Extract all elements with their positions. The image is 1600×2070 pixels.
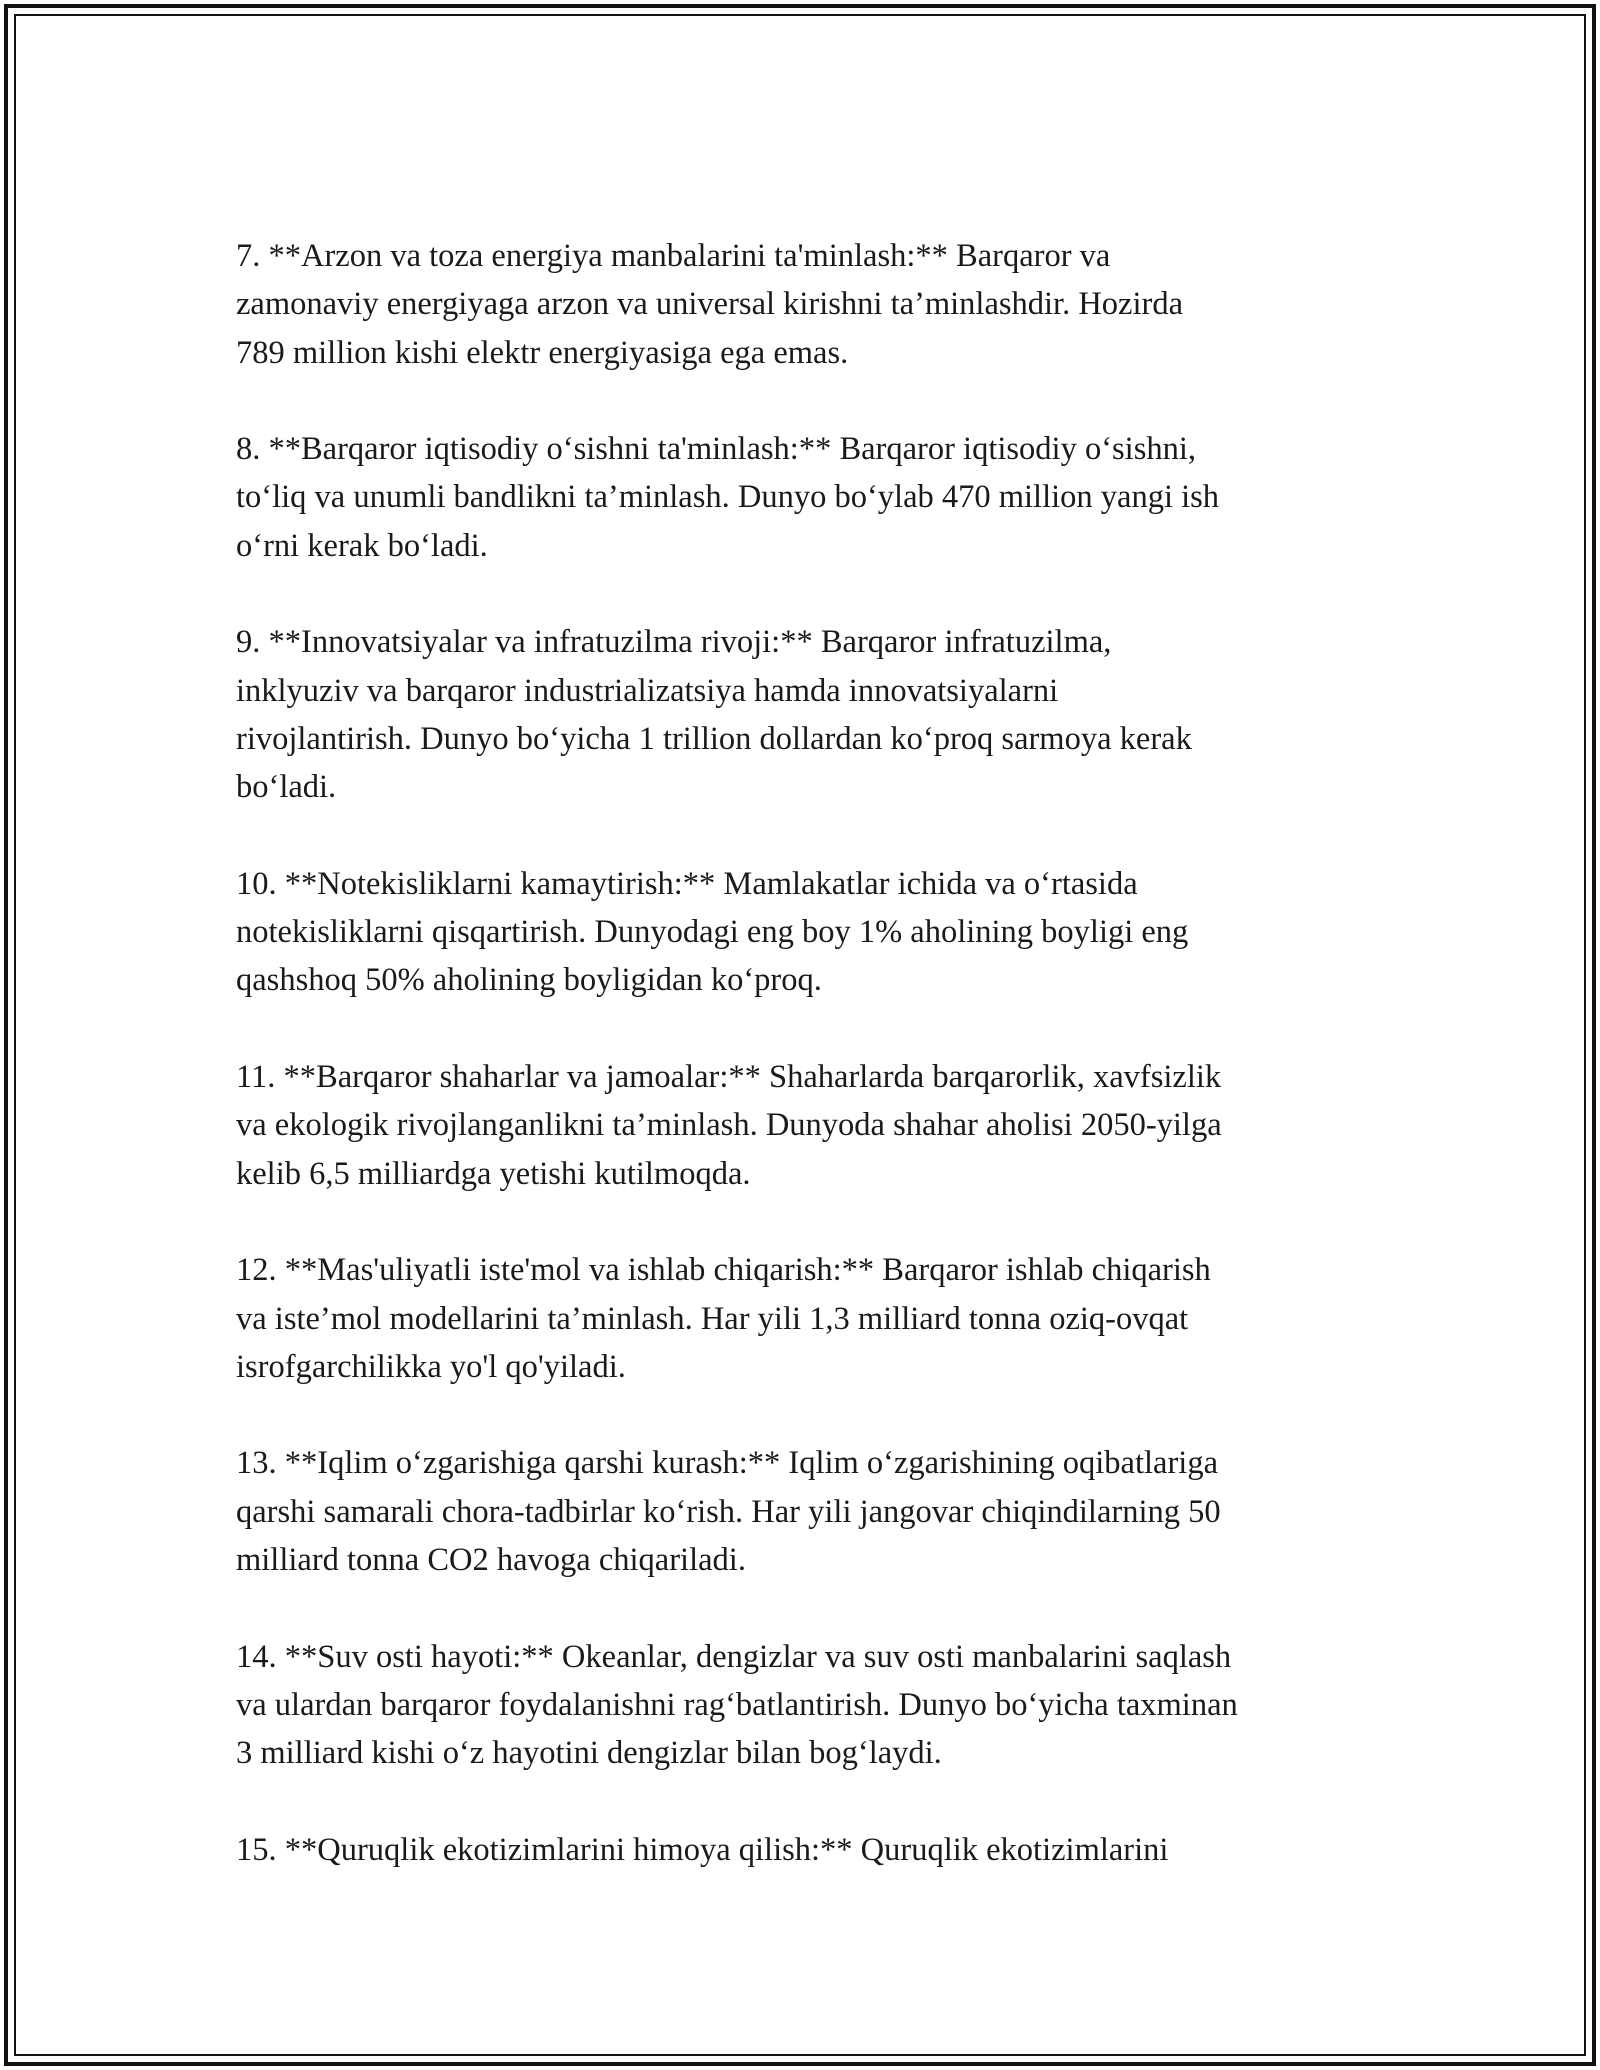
text-line: 9. **Innovatsiyalar va infratuzilma rivoji:** Barqaror infratuzilma, (236, 624, 1112, 661)
text-line: qarshi samarali chora-tadbirlar ko‘rish. Har yili jangovar chiqindilarning 50 (236, 1493, 1221, 1530)
text-line: 15. **Quruqlik ekotizimlarini himoya qilish:** Quruqlik ekotizimlarini (236, 1831, 1169, 1868)
text-line: kelib 6,5 milliardga yetishi kutilmoqda. (236, 1155, 751, 1192)
text-line: o‘rni kerak bo‘ladi. (236, 527, 488, 564)
text-line: 13. **Iqlim o‘zgarishiga qarshi kurash:** Iqlim o‘zgarishining oqibatlariga (236, 1445, 1218, 1482)
list-item (236, 425, 1386, 570)
text-line: 12. **Mas'uliyatli iste'mol va ishlab chiqarish:** Barqaror ishlab chiqarish (236, 1252, 1211, 1289)
text-line: bo‘ladi. (236, 769, 337, 806)
text-line: va ulardan barqaror foydalanishni rag‘batlantirish. Dunyo bo‘yicha taxminan (236, 1686, 1238, 1723)
text-line: 789 million kishi elektr energiyasiga ega emas. (236, 334, 849, 371)
text-line: 8. **Barqaror iqtisodiy o‘sishni ta'minlash:** Barqaror iqtisodiy o‘sishni, (236, 431, 1197, 468)
list-item (236, 1439, 1386, 1584)
list-item (236, 1633, 1386, 1778)
document-body (236, 232, 1386, 1874)
text-line: inklyuziv va barqaror industrializatsiya hamda innovatsiyalarni (236, 672, 1059, 709)
text-line: zamonaviy energiyaga arzon va universal kirishni ta’minlashdir. Hozirda (236, 286, 1184, 323)
text-line: va iste’mol modellarini ta’minlash. Har yili 1,3 milliard tonna oziq-ovqat (236, 1300, 1189, 1337)
list-item (236, 618, 1386, 811)
text-line: notekisliklarni qisqartirish. Dunyodagi eng boy 1% aholining boyligi eng (236, 914, 1189, 951)
list-item (236, 232, 1386, 377)
text-line: milliard tonna CO2 havoga chiqariladi. (236, 1542, 746, 1579)
text-line: va ekologik rivojlanganlikni ta’minlash. Dunyoda shahar aholisi 2050-yilga (236, 1107, 1222, 1144)
text-line: 14. **Suv osti hayoti:** Okeanlar, dengizlar va suv osti manbalarini saqlash (236, 1638, 1232, 1675)
text-line: rivojlantirish. Dunyo bo‘yicha 1 trillion dollardan ko‘proq sarmoya kerak (236, 720, 1192, 757)
list-item (236, 1053, 1386, 1198)
list-item (236, 1246, 1386, 1391)
text-line: qashshoq 50% aholining boyligidan ko‘proq. (236, 962, 822, 999)
text-line: 11. **Barqaror shaharlar va jamoalar:** Shaharlarda barqarorlik, xavfsizlik (236, 1059, 1222, 1096)
list-item (236, 1826, 1386, 1874)
text-line: isrofgarchilikka yo'l qo'yiladi. (236, 1348, 626, 1385)
text-line: 3 milliard kishi o‘z hayotini dengizlar bilan bog‘laydi. (236, 1735, 942, 1772)
text-line: 10. **Notekisliklarni kamaytirish:** Mamlakatlar ichida va o‘rtasida (236, 865, 1138, 902)
text-line: 7. **Arzon va toza energiya manbalarini ta'minlash:** Barqaror va (236, 238, 1111, 274)
list-item (236, 860, 1386, 1005)
text-line: to‘liq va unumli bandlikni ta’minlash. Dunyo bo‘ylab 470 million yangi ish (236, 479, 1220, 516)
